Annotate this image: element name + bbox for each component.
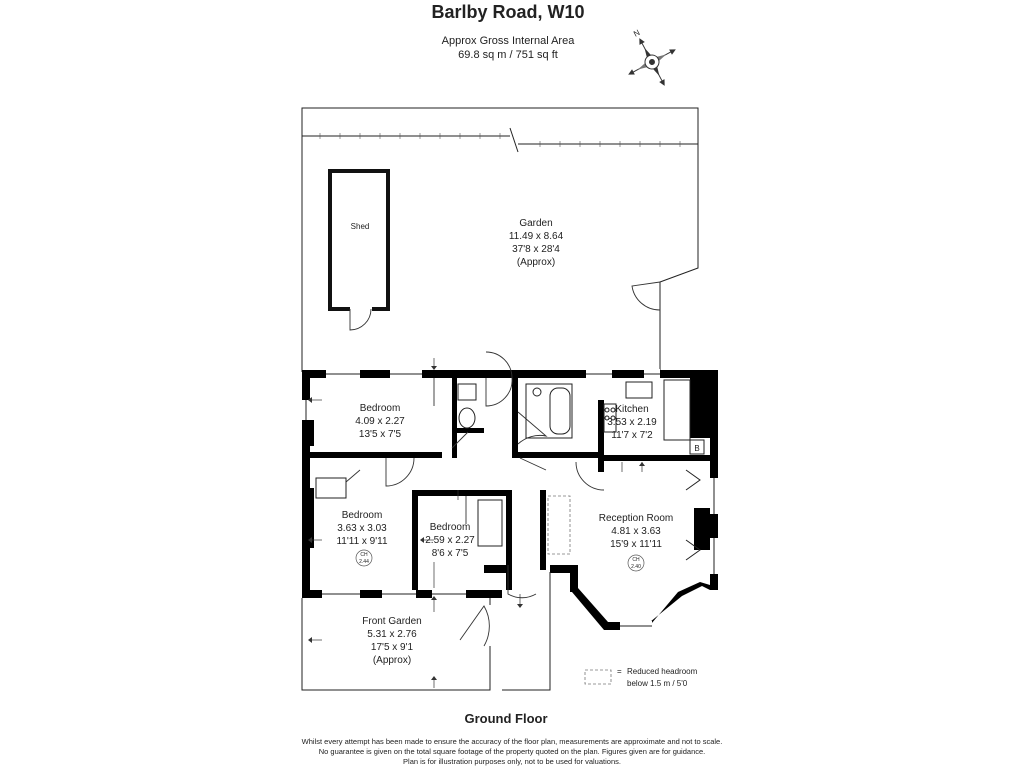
ch-value-1: 2.44 (359, 559, 369, 565)
garden-metric: 11.49 x 8.64 (508, 231, 564, 242)
reception-metric: 4.81 x 3.63 (611, 526, 661, 537)
legend (585, 667, 698, 688)
plan-title: Barlby Road, W10 (431, 2, 585, 22)
reception-name: Reception Room (598, 513, 674, 524)
front-garden-metric: 5.31 x 2.76 (367, 629, 417, 640)
bedroom-1-imperial: 13'5 x 7'5 (358, 429, 402, 440)
disclaimer-line-2: No guarantee is given on the total square footage of the property quoted on the plan. Figures given are for guidance. (318, 747, 706, 756)
bedroom-2-imperial: 11'11 x 9'11 (336, 536, 388, 547)
disclaimer-line-3: Plan is for illustration purposes only, not to be used for valuations. (403, 757, 621, 766)
bedroom-2-name: Bedroom (341, 510, 383, 521)
legend-symbol: = (617, 667, 622, 676)
ch-label-1: CH (360, 552, 368, 558)
ch-label-2: CH (632, 557, 640, 563)
garden-name: Garden (519, 218, 553, 229)
front-garden-name: Front Garden (362, 616, 422, 627)
area-value: 69.8 sq m / 751 sq ft (458, 49, 558, 61)
doors (346, 352, 604, 646)
front-garden-note: (Approx) (372, 655, 412, 666)
front-garden-imperial: 17'5 x 9'1 (370, 642, 414, 653)
disclaimer-line-1: Whilst every attempt has been made to ensure the accuracy of the floor plan, measurements are approximate and not to scale. (301, 737, 723, 746)
area-label: Approx Gross Internal Area (441, 35, 575, 47)
legend-line-2: below 1.5 m / 5'0 (627, 679, 688, 688)
shed-label: Shed (350, 222, 370, 231)
ch-value-2: 2.40 (631, 564, 641, 570)
legend-line-1: Reduced headroom (627, 667, 698, 676)
reception-imperial: 15'9 x 11'11 (610, 539, 662, 550)
bedroom-2-metric: 3.63 x 3.03 (337, 523, 387, 534)
garden-note: (Approx) (516, 257, 556, 268)
bedroom-1-name: Bedroom (359, 403, 401, 414)
kitchen-imperial: 11'7 x 7'2 (611, 430, 653, 441)
bedroom-3-name: Bedroom (429, 522, 471, 533)
kitchen-metric: 3.53 x 2.19 (607, 417, 657, 428)
boiler-label: B (694, 444, 700, 453)
ceiling-height-marker (628, 555, 644, 571)
ceiling-height-marker (356, 550, 372, 566)
garden-imperial: 37'8 x 28'4 (512, 244, 560, 255)
bedroom-3-metric: 2.59 x 2.27 (425, 535, 475, 546)
bedroom-1-metric: 4.09 x 2.27 (355, 416, 405, 427)
kitchen-name: Kitchen (615, 404, 649, 415)
shed (330, 171, 388, 330)
compass-letter: N (632, 27, 642, 39)
legend-swatch (585, 670, 611, 684)
floor-label: Ground Floor (464, 711, 548, 726)
bedroom-3-imperial: 8'6 x 7'5 (431, 548, 469, 559)
compass-rose-icon (611, 17, 689, 99)
